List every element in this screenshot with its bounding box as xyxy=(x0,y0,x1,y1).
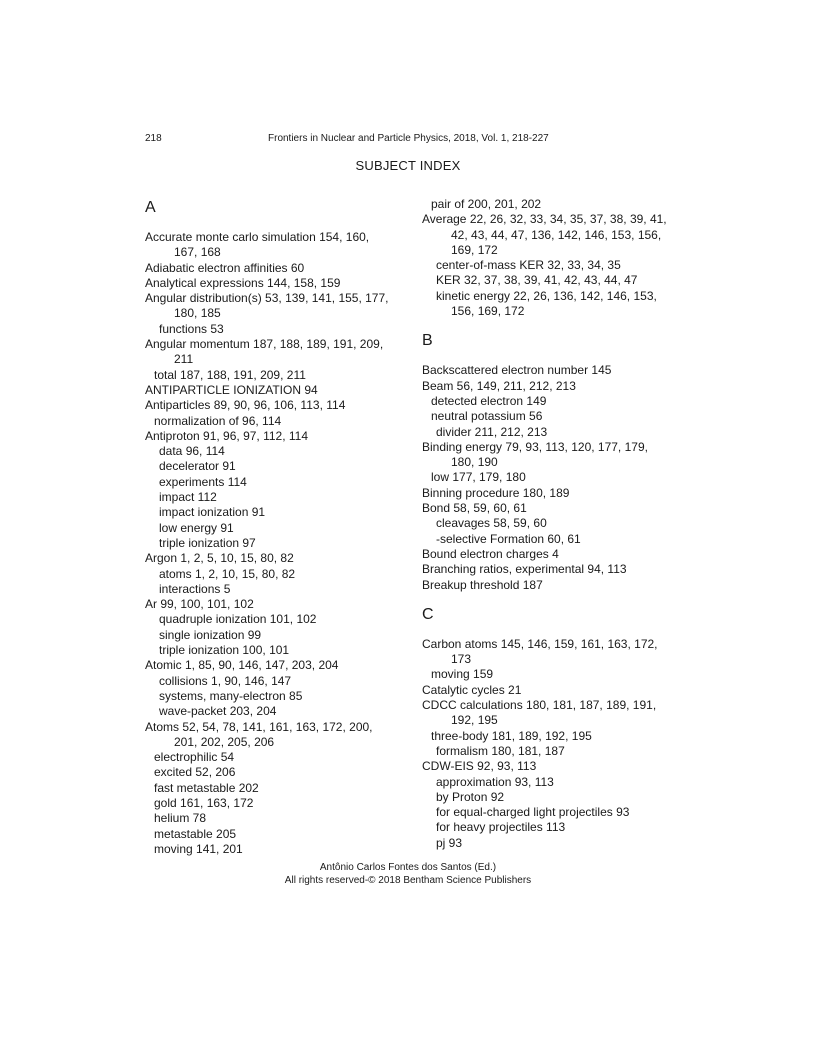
index-subentry: formalism 180, 181, 187 xyxy=(436,743,565,758)
index-entry: Angular momentum 187, 188, 189, 191, 209, xyxy=(145,337,384,352)
section-spacer xyxy=(422,593,682,604)
index-entry-continuation: 42, 43, 44, 47, 136, 142, 146, 153, 156, xyxy=(451,227,662,242)
index-entry: Adiabatic electron affinities 60 xyxy=(145,260,305,275)
index-subentry: atoms 1, 2, 10, 15, 80, 82 xyxy=(159,566,296,581)
index-subentry: helium 78 xyxy=(154,811,207,826)
index-entry-continuation: 173 xyxy=(451,652,472,667)
index-subentry: neutral potassium 56 xyxy=(431,409,543,424)
index-entry: Carbon atoms 145, 146, 159, 161, 163, 172, xyxy=(422,636,658,651)
index-entry: Antiparticles 89, 90, 96, 106, 113, 114 xyxy=(145,398,346,413)
index-entry: Argon 1, 2, 5, 10, 15, 80, 82 xyxy=(145,551,294,566)
index-entry: Accurate monte carlo simulation 154, 160, xyxy=(145,230,370,244)
index-entry-continuation: 169, 172 xyxy=(451,242,498,257)
index-subentry: center-of-mass KER 32, 33, 34, 35 xyxy=(436,258,621,273)
index-entry-continuation: 167, 168 xyxy=(174,245,221,260)
index-subentry: electrophilic 54 xyxy=(154,750,235,765)
page-title: SUBJECT INDEX xyxy=(355,158,461,173)
index-subentry: collisions 1, 90, 146, 147 xyxy=(159,673,292,688)
index-subentry: by Proton 92 xyxy=(436,789,505,804)
index-subentry: pj 93 xyxy=(436,835,463,850)
index-subentry: systems, many-electron 85 xyxy=(159,688,303,703)
index-subentry: moving 141, 201 xyxy=(154,841,243,856)
section-spacer xyxy=(422,626,682,637)
index-entry: Backscattered electron number 145 xyxy=(422,363,612,378)
left-column xyxy=(145,197,415,857)
section-letter: A xyxy=(145,199,156,216)
page-number: 218 xyxy=(145,133,162,144)
section-letter: C xyxy=(422,605,434,623)
index-entry: Average 22, 26, 32, 33, 34, 35, 37, 38, 39, 41, xyxy=(422,212,667,227)
index-subentry: for heavy projectiles 113 xyxy=(436,820,566,835)
index-subentry: approximation 93, 113 xyxy=(436,774,554,789)
index-subentry: wave-packet 203, 204 xyxy=(159,704,277,719)
index-subentry: experiments 114 xyxy=(159,474,247,489)
running-header: Frontiers in Nuclear and Particle Physics, 2018, Vol. 1, 218-227 xyxy=(268,133,549,144)
index-subentry: for equal-charged light projectiles 93 xyxy=(436,805,630,820)
index-subentry: -selective Formation 60, 61 xyxy=(436,531,581,546)
index-subentry: three-body 181, 189, 192, 195 xyxy=(431,728,592,743)
index-subentry: pair of 200, 201, 202 xyxy=(431,197,542,211)
index-subentry: normalization of 96, 114 xyxy=(154,413,282,428)
index-entry: Catalytic cycles 21 xyxy=(422,682,522,697)
index-entry: Bound electron charges 4 xyxy=(422,546,559,561)
index-entry-continuation: 211 xyxy=(174,352,194,367)
index-entry-continuation: 201, 202, 205, 206 xyxy=(174,734,275,749)
section-letter: B xyxy=(422,332,433,350)
index-subentry: functions 53 xyxy=(159,321,224,336)
index-entry: Ar 99, 100, 101, 102 xyxy=(145,597,254,612)
index-entry-continuation: 180, 185 xyxy=(174,306,221,321)
index-subentry: quadruple ionization 101, 102 xyxy=(159,612,317,627)
index-entry: Beam 56, 149, 211, 212, 213 xyxy=(422,378,576,393)
index-subentry: single ionization 99 xyxy=(159,627,262,642)
index-subentry: divider 211, 212, 213 xyxy=(436,424,548,439)
index-entry: Atoms 52, 54, 78, 141, 161, 163, 172, 200, xyxy=(145,719,373,734)
index-subentry: low energy 91 xyxy=(159,520,234,535)
index-subentry: fast metastable 202 xyxy=(154,780,259,795)
index-entry-continuation: 180, 190 xyxy=(451,455,498,470)
index-subentry: moving 159 xyxy=(431,667,494,682)
index-subentry: kinetic energy 22, 26, 136, 142, 146, 153, xyxy=(436,288,657,303)
index-entry: Binding energy 79, 93, 113, 120, 177, 179, xyxy=(422,439,648,454)
index-entry: CDCC calculations 180, 181, 187, 189, 191, xyxy=(422,698,657,713)
index-entry: Antiproton 91, 96, 97, 112, 114 xyxy=(145,428,309,443)
index-entry: ANTIPARTICLE IONIZATION 94 xyxy=(145,382,318,397)
index-entry: Atomic 1, 85, 90, 146, 147, 203, 204 xyxy=(145,658,339,673)
index-entry: Angular distribution(s) 53, 139, 141, 155, 177, xyxy=(145,291,389,306)
section-spacer xyxy=(145,219,415,230)
index-entry: Bond 58, 59, 60, 61 xyxy=(422,501,527,516)
index-subentry: triple ionization 100, 101 xyxy=(159,643,290,658)
index-subentry: metastable 205 xyxy=(154,826,237,841)
index-entry-continuation: 192, 195 xyxy=(451,713,498,728)
index-subentry: triple ionization 97 xyxy=(159,535,256,550)
index-subentry: cleavages 58, 59, 60 xyxy=(436,516,547,531)
index-entry-continuation: 156, 169, 172 xyxy=(451,304,525,319)
index-entry: Breakup threshold 187 xyxy=(422,577,543,592)
footer-copyright: All rights reserved-© 2018 Bentham Science Publishers xyxy=(284,875,532,886)
index-entry: Branching ratios, experimental 94, 113 xyxy=(422,562,627,577)
right-column xyxy=(422,197,682,851)
index-subentry: impact ionization 91 xyxy=(159,505,266,520)
index-entry: Binning procedure 180, 189 xyxy=(422,485,570,500)
section-spacer xyxy=(422,352,682,363)
index-subentry: KER 32, 37, 38, 39, 41, 42, 43, 44, 47 xyxy=(436,273,638,288)
index-subentry: decelerator 91 xyxy=(159,459,236,474)
index-entry: CDW-EIS 92, 93, 113 xyxy=(422,759,537,774)
index-subentry: impact 112 xyxy=(159,490,217,505)
section-spacer xyxy=(422,319,682,330)
index-subentry: gold 161, 163, 172 xyxy=(154,795,254,810)
index-subentry: low 177, 179, 180 xyxy=(431,470,526,485)
index-entry: Analytical expressions 144, 158, 159 xyxy=(145,275,341,290)
footer-editor: Antônio Carlos Fontes dos Santos (Ed.) xyxy=(319,862,497,873)
index-subentry: interactions 5 xyxy=(159,581,231,596)
index-subentry: detected electron 149 xyxy=(431,393,547,408)
index-subentry: data 96, 114 xyxy=(159,444,225,459)
index-subentry: excited 52, 206 xyxy=(154,765,236,780)
index-subentry: total 187, 188, 191, 209, 211 xyxy=(154,367,306,382)
